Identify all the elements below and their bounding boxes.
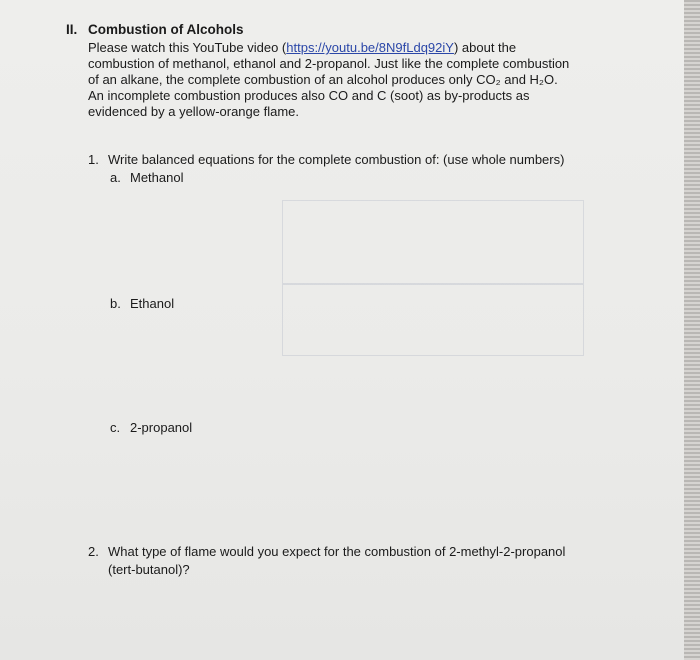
question-2-continuation [108,562,190,578]
question-2-text-line-1: What type of flame would you expect for the combustion of 2-methyl-2-propanol [108,544,566,559]
question-2 [88,544,565,560]
question-1-text: Write balanced equations for the complete combustion of: (use whole numbers) [108,152,565,167]
part-letter: c. [110,420,121,435]
part-label: Ethanol [130,296,175,311]
part-letter: b. [110,296,121,311]
question-1-number: 1. [88,152,99,167]
section-heading [66,22,626,38]
worksheet-content [66,22,626,577]
part-letter: a. [110,170,121,185]
bleed-through-box [282,200,584,284]
question-2-number: 2. [88,544,99,559]
question-1b [110,296,174,312]
youtube-link[interactable]: https://youtu.be/8N9fLdq92iY [286,40,454,55]
question-1 [88,152,564,168]
intro-line-2: combustion of methanol, ethanol and 2-propanol. Just like the complete combustion [88,56,570,71]
intro-line-4: An incomplete combustion produces also CO and C (soot) as by-products as [88,88,530,103]
part-label: 2-propanol [130,420,193,435]
intro-paragraph [88,40,598,120]
bleed-through-box [282,284,584,356]
question-1a [110,170,183,186]
part-label: Methanol [130,170,184,185]
question-1c [110,420,192,436]
page-stack-edge [684,0,700,660]
intro-line-1: Please watch this YouTube video (https://youtu.be/8N9fLdq92iY) about the [88,40,517,55]
intro-line-3: of an alkane, the complete combustion of an alcohol produces only CO₂ and H₂O. [88,72,558,87]
section-number: II. [66,22,78,37]
intro-line-5: evidenced by a yellow-orange flame. [88,104,300,119]
section-title: Combustion of Alcohols [88,22,244,37]
question-2-text-line-2: (tert-butanol)? [108,562,190,577]
